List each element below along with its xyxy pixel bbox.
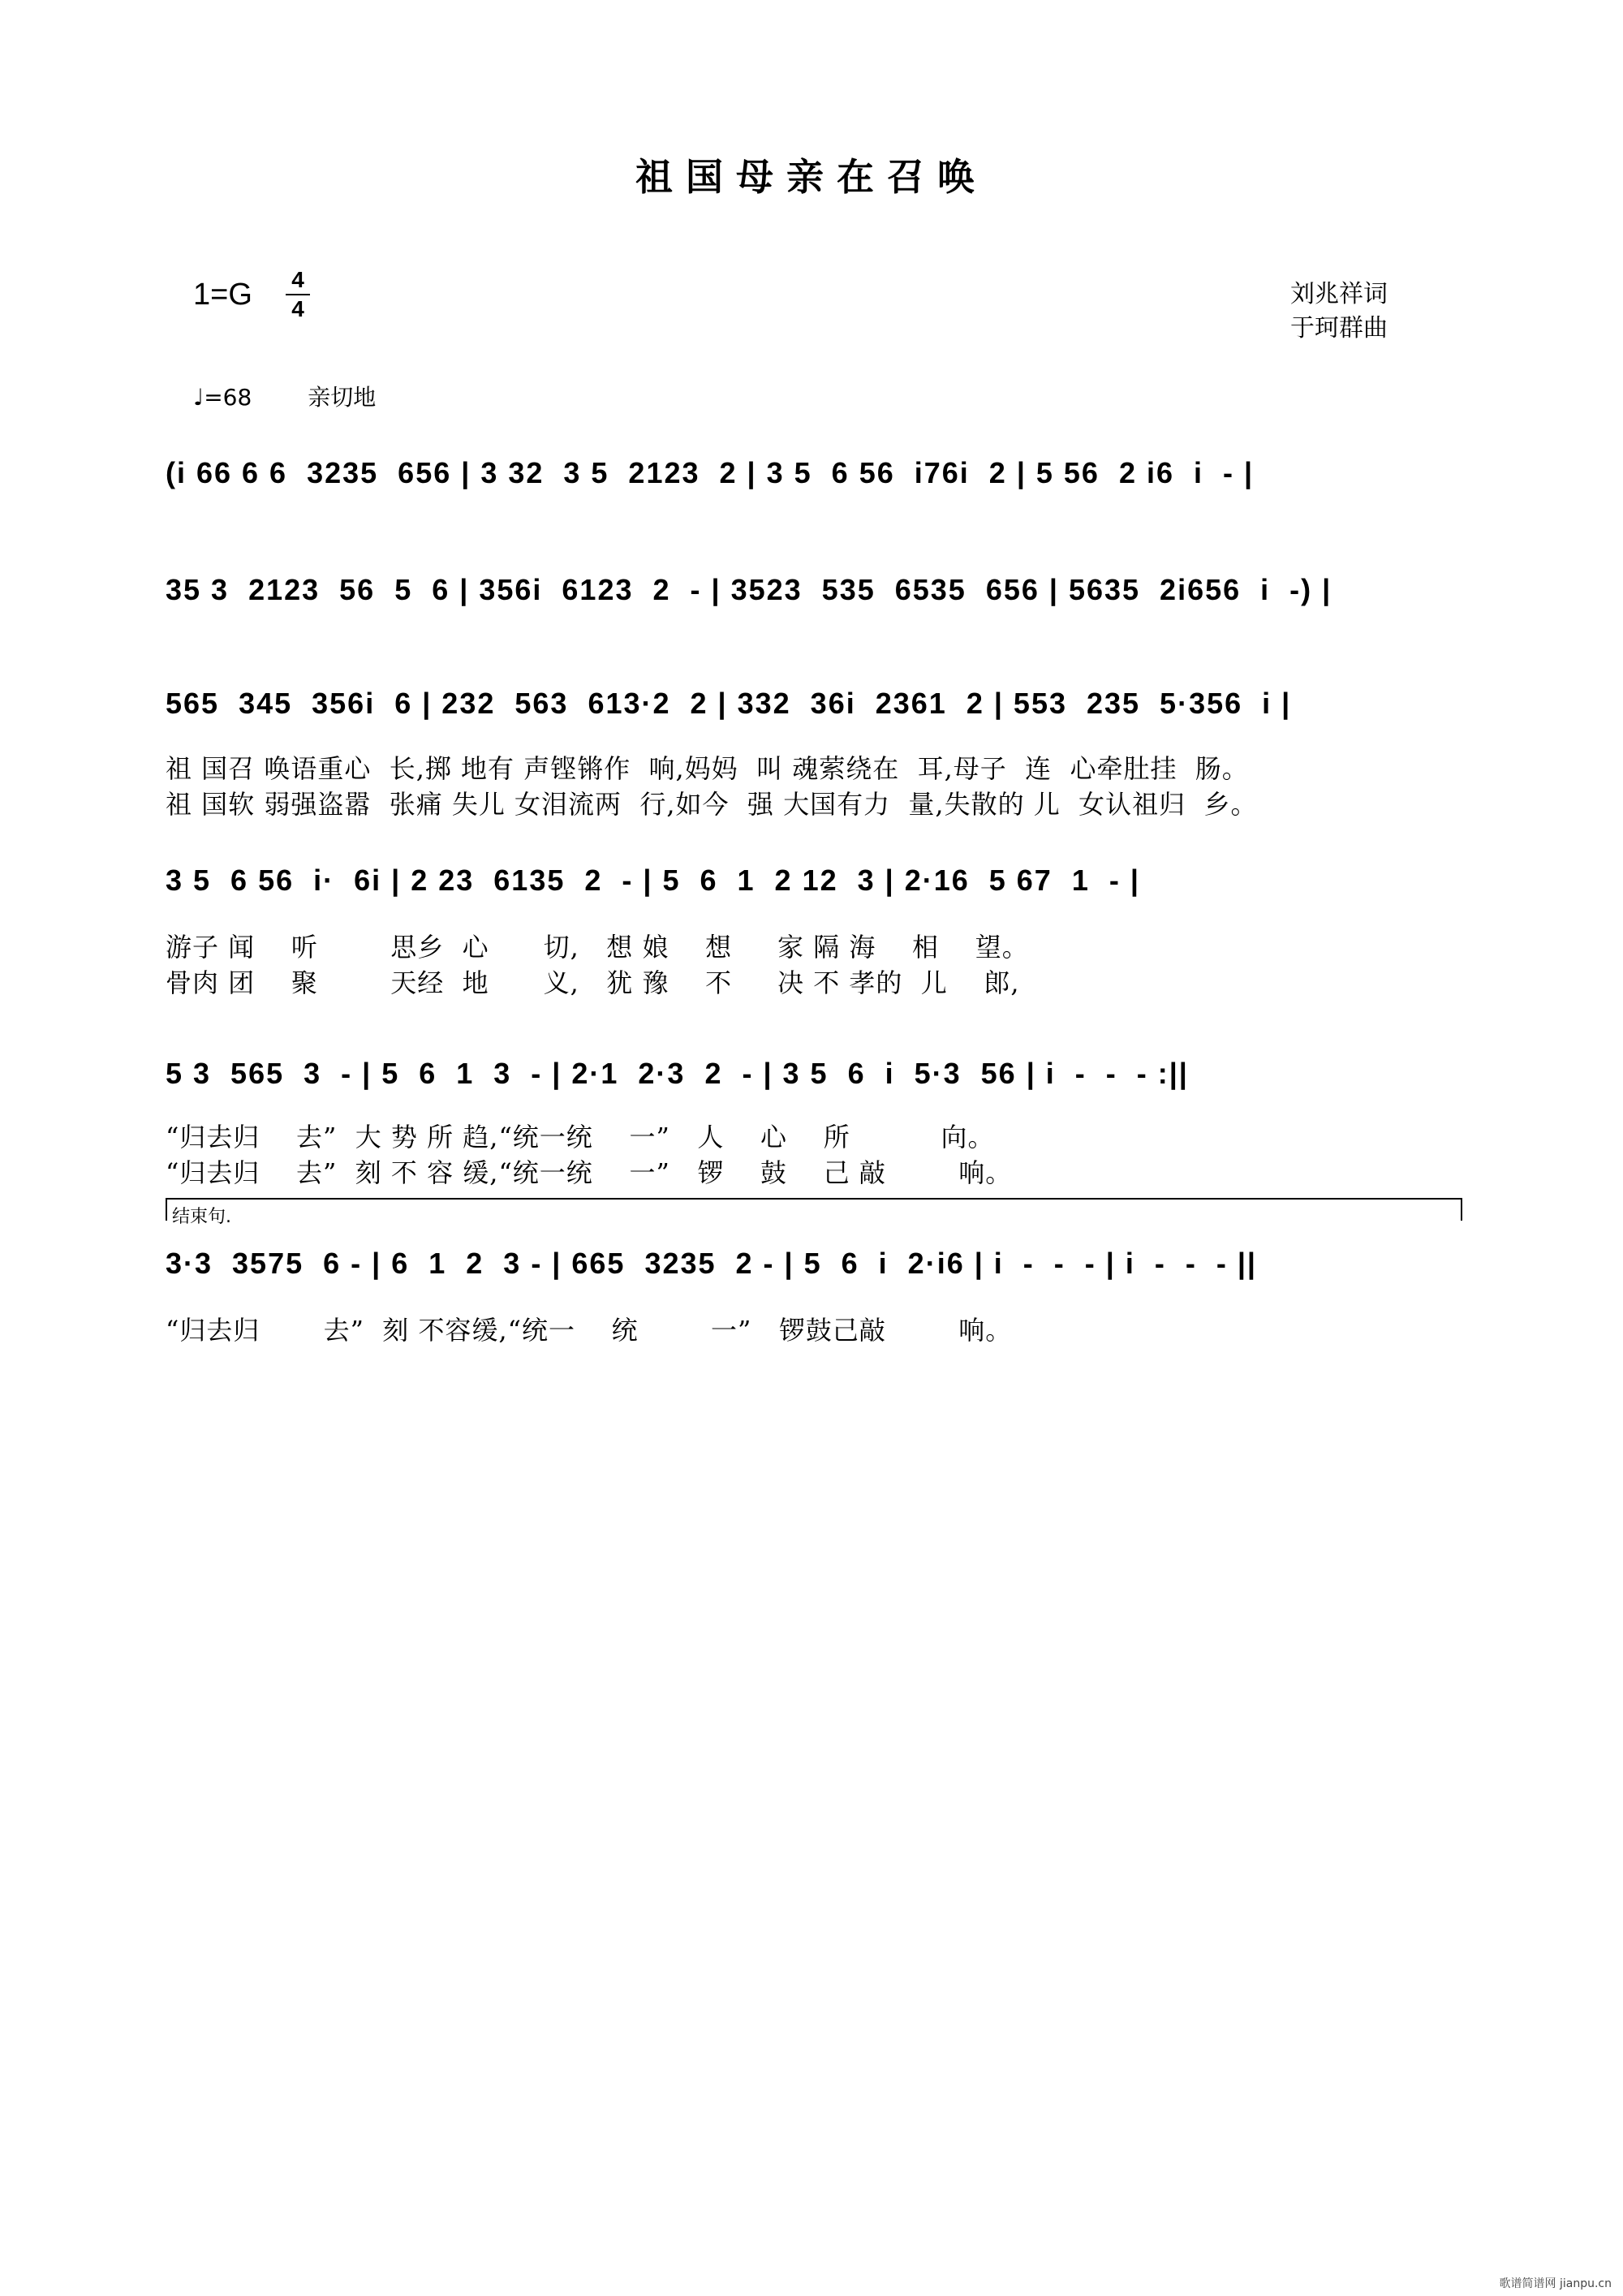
notation-line-6: 3·3 3575 6 - | 6 1 2 3 - | 665 3235 2 - | 5 6 i 2·i6 | i - - - | i - - - || bbox=[166, 1247, 1257, 1280]
time-signature-divider bbox=[286, 294, 310, 295]
lyrics-line-3-verse-1: 祖 国召 唤语重心 长,掷 地有 声铿锵作 响,妈妈 叫 魂萦绕在 耳,母子 连 心牵肚挂 肠。 bbox=[166, 753, 1249, 784]
composer-credit: 于珂群曲 bbox=[1290, 314, 1388, 342]
tempo-marking bbox=[193, 380, 376, 412]
watermark: 歌谱简谱网 jianpu.cn bbox=[1499, 2277, 1612, 2290]
lyrics-line-4-verse-1: 游子 闻 听 思乡 心 切, 想 娘 想 家 隔 海 相 望。 bbox=[166, 932, 1029, 963]
time-signature-top: 4 bbox=[291, 267, 304, 292]
notation-line-3: 565 345 356i 6 | 232 563 613·2 2 | 332 36i 2361 2 | 553 235 5·356 i | bbox=[166, 687, 1292, 720]
expression-mark: 亲切地 bbox=[308, 384, 377, 411]
ending-bracket bbox=[166, 1198, 1462, 1221]
time-signature-bottom: 4 bbox=[291, 296, 304, 321]
notation-line-2: 35 3 2123 56 5 6 | 356i 6123 2 - | 3523 535 6535 656 | 5635 2i656 i -) | bbox=[166, 573, 1332, 606]
lyricist-credit: 刘兆祥词 bbox=[1290, 280, 1388, 308]
lyrics-line-5-verse-2: “归去归 去” 刻 不 容 缓,“统一统 一” 锣 鼓 己 敲 响。 bbox=[166, 1157, 1013, 1188]
lyrics-line-5-verse-1: “归去归 去” 大 势 所 趋,“统一统 一” 人 心 所 向。 bbox=[166, 1122, 995, 1152]
lyrics-line-6-verse-1: “归去归 去” 刻 不容缓,“统一 统 一” 锣鼓己敲 响。 bbox=[166, 1315, 1013, 1346]
lyrics-line-3-verse-2: 祖 国软 弱强盗嚣 张痛 失儿 女泪流两 行,如今 强 大国有力 量,失散的 儿 女认祖归 乡。 bbox=[166, 789, 1258, 820]
key-signature: 1=G bbox=[193, 278, 252, 312]
tempo-bpm: ♩=68 bbox=[193, 384, 252, 411]
notation-line-5: 5 3 565 3 - | 5 6 1 3 - | 2·1 2·3 2 - | 3 5 6 i 5·3 56 | i - - - :|| bbox=[166, 1057, 1189, 1090]
notation-line-1: (i 66 6 6 3235 656 | 3 32 3 5 2123 2 | 3 5 6 56 i76i 2 | 5 56 2 i6 i - | bbox=[166, 456, 1255, 489]
credits bbox=[1290, 278, 1388, 346]
time-signature bbox=[286, 268, 310, 321]
ending-label: 结束句. bbox=[172, 1207, 231, 1227]
lyrics-line-4-verse-2: 骨肉 团 聚 天经 地 义, 犹 豫 不 决 不 孝的 儿 郎, bbox=[166, 967, 1020, 998]
song-title: 祖国母亲在召唤 bbox=[635, 155, 988, 199]
notation-line-4: 3 5 6 56 i· 6i | 2 23 6135 2 - | 5 6 1 2 12 3 | 2·16 5 67 1 - | bbox=[166, 864, 1140, 897]
